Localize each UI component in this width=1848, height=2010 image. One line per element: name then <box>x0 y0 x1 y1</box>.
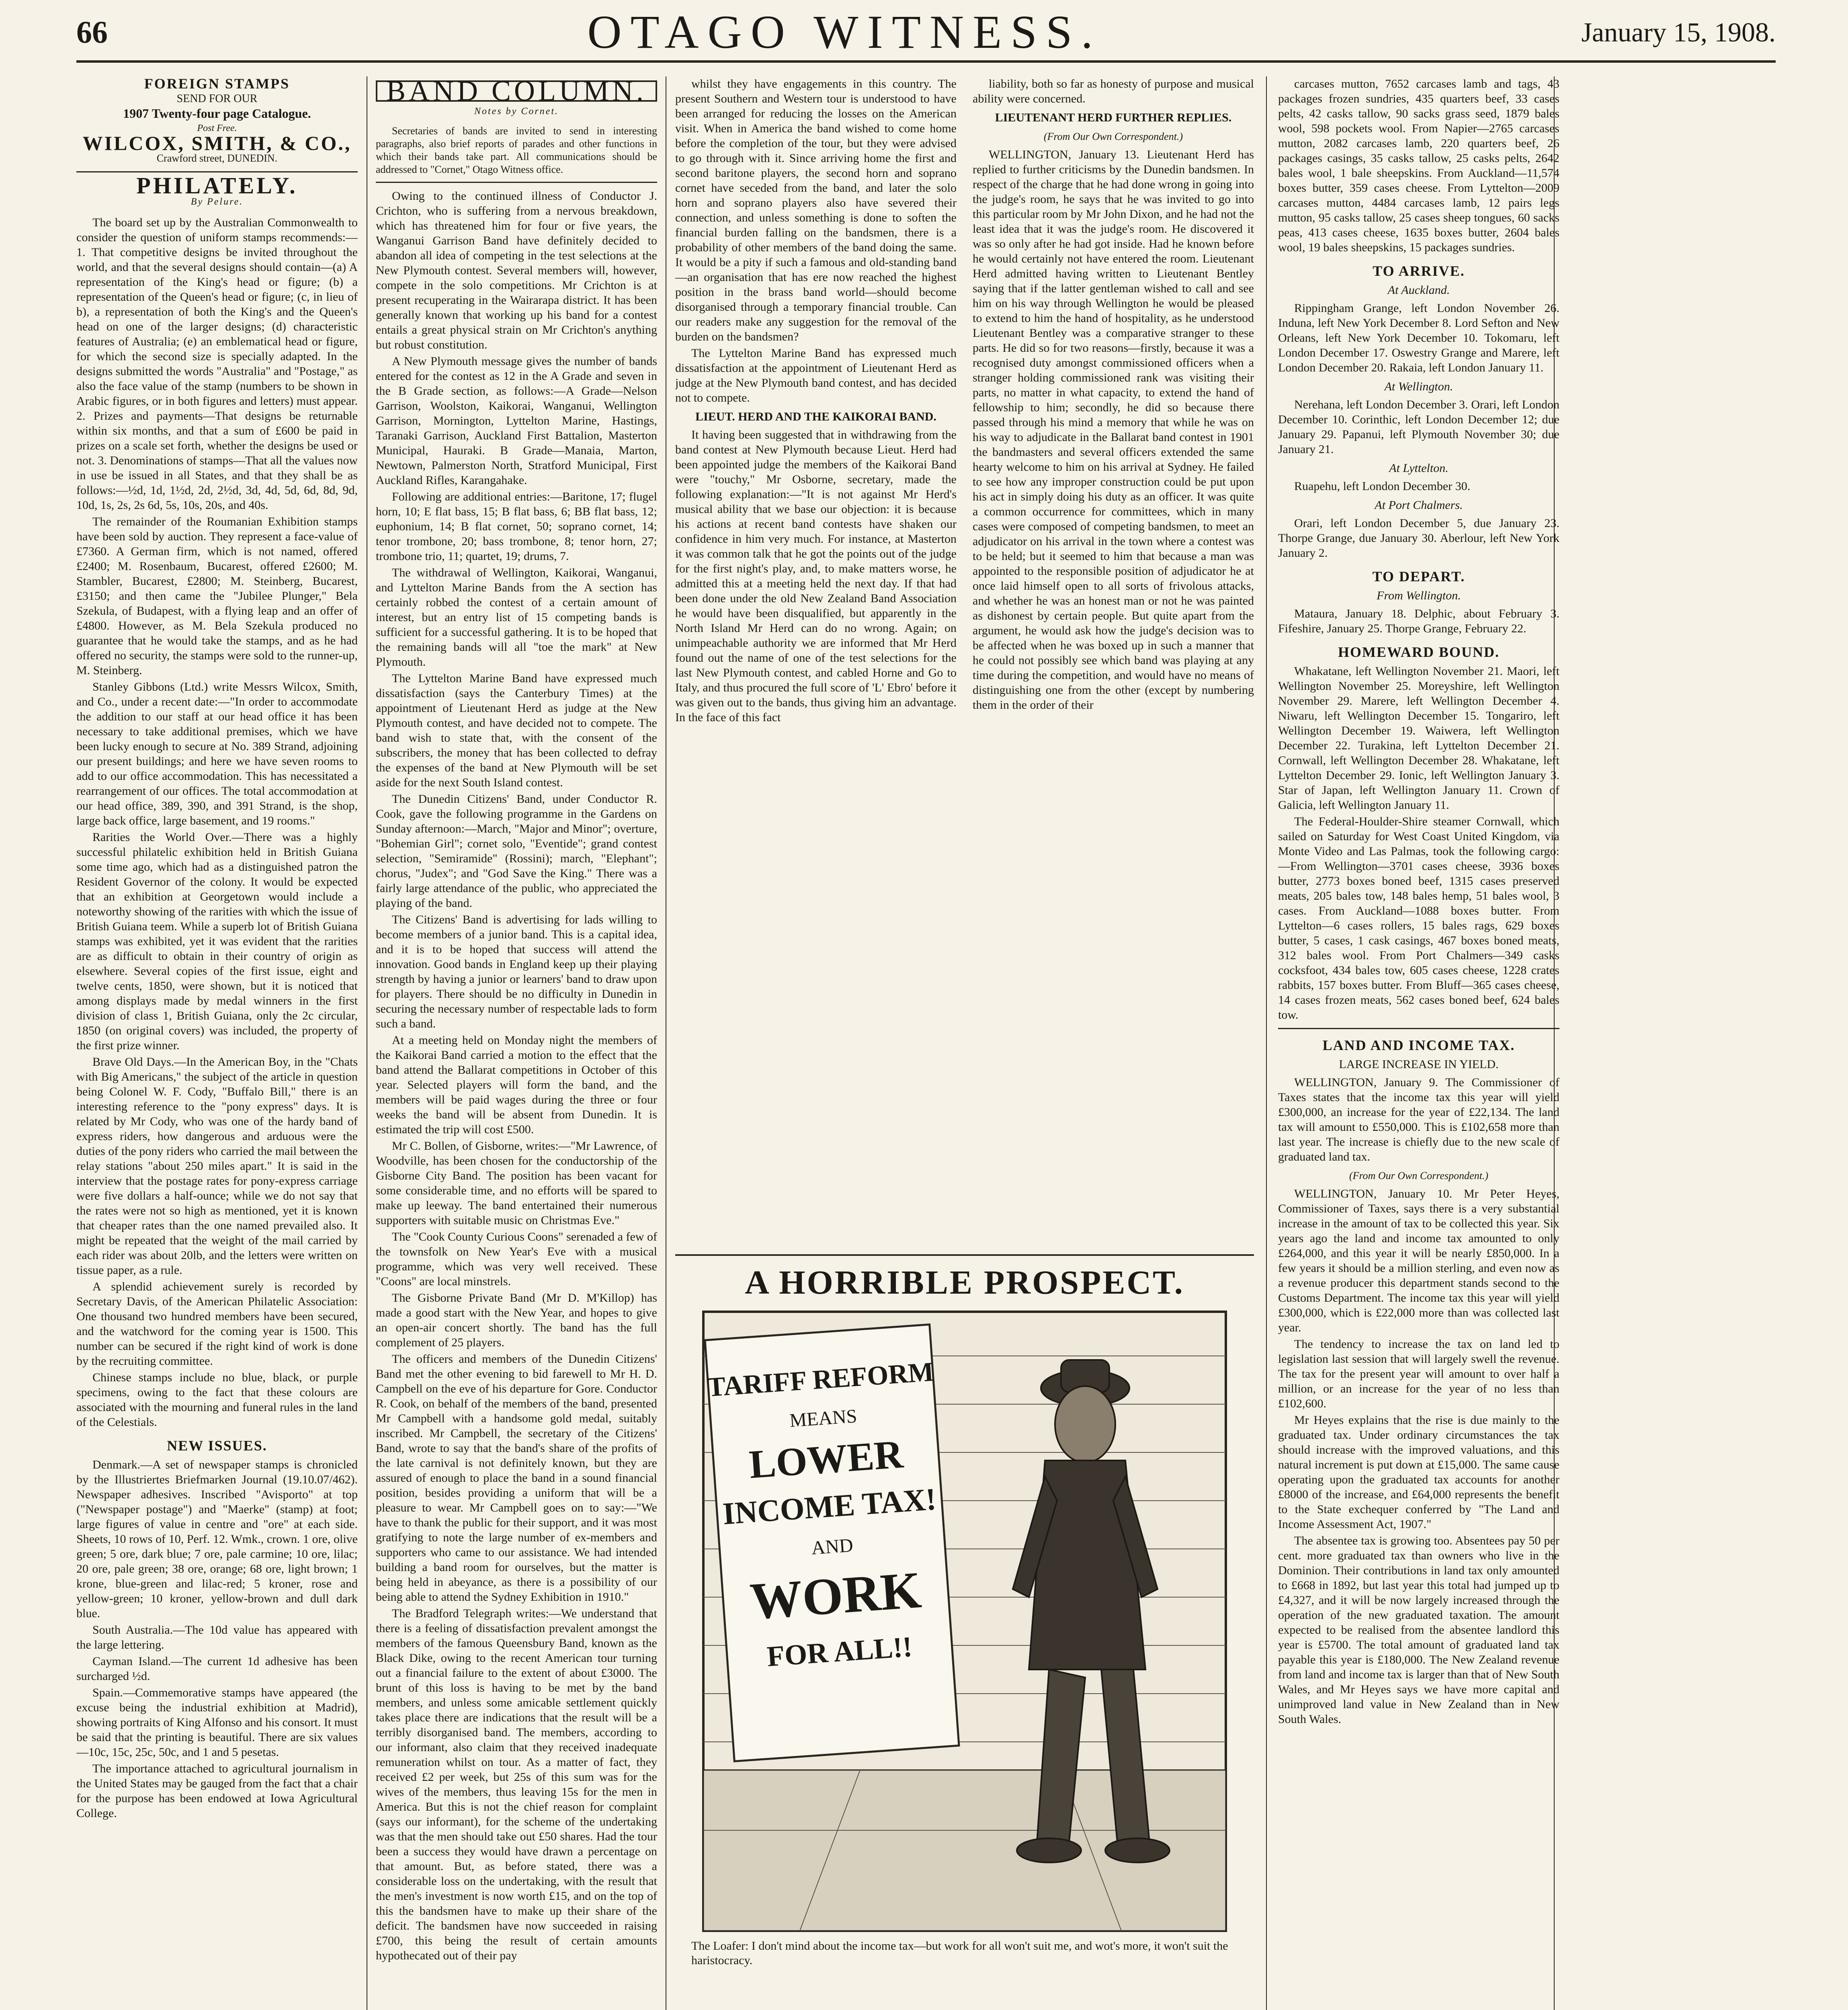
masthead <box>76 4 1776 63</box>
cartoon-caption: The Loafer: I don't mind about the income tax—but work for all won't suit me, and wot's more, it won't suit the haristocracy. <box>691 1939 1228 1967</box>
article-paragraph: The Lyttelton Marine Band has expressed much dissatisfaction at the appointment of Lieutenant Herd as judge at the New Plymouth band contest, and has decided not to compete. <box>675 347 957 404</box>
article-paragraph: carcases mutton, 7652 carcases lamb and tags, 43 packages frozen sundries, 435 quarters beef, 33 cases pelts, 42 casks tallow, 90 sacks grass seed, 1879 bales wool, 598 pockets wool. From Napier—2765 carcases mutton, 2082 carcases lamb, 220 quarters beef, 26 packages casings, 35 casks tallow, 25 casks pelts, 2642 bales wool, 1 bale sheepskins. From Auckland—11,574 boxes butter, 359 cases cheese. From Lyttelton—2009 carcases mutton, 4484 carcases lamb, 12 pairs legs mutton, 95 casks tallow, 25 cases sheep tongues, 60 sacks peas, 413 cases cheese, 1635 boxes butter, 2604 bales wool, 19 bales sheepskins, 15 packages sundries. <box>1278 77 1559 254</box>
article-paragraph: The officers and members of the Dunedin Citizens' Band met the other evening to bid farewell to Mr H. D. Campbell on the eve of his departure for Gore. Conductor R. Cook, on behalf of the members of the band, presented Mr Campbell with a handsome gold medal, suitably inscribed. Mr Campbell, the secretary of the Citizens' Band, wrote to say that the band's share of the profits of the late carnival is not definitely known, but they are assured of enough to place the band in a sound financial position, besides providing a uniform that will be a pleasure to wear. Mr Campbell goes on to say:—"We have to thank the public for their support, and it was most gratifying to note the large number of ex-members and supporters who came to our assistance. We had intended building a band room for ourselves, but the matter is being held in abeyance, as there is a possibility of our being able to attend the Sydney Exhibition in 1910." <box>376 1352 657 1604</box>
subheading: LIEUT. HERD AND THE KAIKORAI BAND. <box>695 410 936 423</box>
article-paragraph: WELLINGTON, January 10. Mr Peter Heyes, Commissioner of Taxes, says there is a very substantial increase in the amount of tax to be collected this year. Six years ago the land and income tax amounted to only £264,000, and this year it will be nearly £850,000. In a few years it should be a million sterling, and even now as a revenue producer this department stands second to the Customs Department. The income tax this year will yield £300,000, which is £22,000 more than was collected last year. <box>1278 1187 1559 1334</box>
cartoon <box>675 1254 1254 2010</box>
section-title: BAND COLUMN. <box>376 80 657 102</box>
poster-text: FOR ALL!! <box>766 1630 914 1673</box>
byline: Notes by Cornet. <box>474 106 559 117</box>
ad-line: SEND FOR OUR <box>176 92 258 105</box>
port-label: From Wellington. <box>1377 589 1461 602</box>
article-paragraph: Stanley Gibbons (Ltd.) write Messrs Wilcox, Smith, and Co., under a recent date:—"In order to accommodate the addition to our staff at our head office it has been necessary to take additional premises, which we have been lucky enough to secure at No. 389 Strand, adjoining our present buildings; and here we have seven rooms to add to our office accommodation. This has necessitated a rearrangement of our offices. The total accommodation at our head office, 389, 390, and 391 Strand, is the shop, large back office, large basement, and 19 rooms." <box>76 680 358 827</box>
ad-line: Post Free. <box>197 123 237 133</box>
article-paragraph: liability, both so far as honesty of purpose and musical ability were concerned. <box>973 77 1254 105</box>
port-label: At Port Chalmers. <box>1375 498 1463 512</box>
column-philately <box>76 76 358 2010</box>
article-paragraph: Following are additional entries:—Baritone, 17; flugel horn, 10; E flat bass, 15; B flat bass, 6; BB flat bass, 12; euphonium, 14; B flat cornet, 50; soprano cornet, 14; tenor trombone, 20; bass trombone, 8; tenor horn, 27; trombone trio, 11; quartet, 19; drums, 7. <box>376 490 657 563</box>
subheading: NEW ISSUES. <box>167 1438 267 1454</box>
article-paragraph: The Gisborne Private Band (Mr D. M'Killop) has made a good start with the New Year, and hopes to give an open-air concert shortly. The band has the full complement of 25 players. <box>376 1291 657 1349</box>
loafer-boot <box>1017 1838 1081 1862</box>
article-paragraph: Rippingham Grange, left London November 26. Induna, left New York December 8. Lord Sefton and New Orleans, left New York December 10. Tokomaru, left London December 17. Oswestry Grange and Marere, left London December 20. Rakaia, left London January 11. <box>1278 302 1559 374</box>
article-paragraph: Mr C. Bollen, of Gisborne, writes:—"Mr Lawrence, of Woodville, has been chosen for the conductorship of the Gisborne City Band. The position has been vacant for some considerable time, and no efforts will be spared to make up leeway. The band entertained their numerous supporters with suitable music on Christmas Eve." <box>376 1139 657 1227</box>
ad-heading: FOREIGN STAMPS <box>144 76 290 92</box>
loafer-boot <box>1105 1838 1170 1862</box>
poster-text: MEANS <box>789 1405 858 1432</box>
article-paragraph: South Australia.—The 10d value has appeared with the large lettering. <box>76 1623 358 1651</box>
article-paragraph: Nerehana, left London December 3. Orari, left London December 10. Corinthic, left London December 12; due January 29. Papanui, left Plymouth November 30; due January 21. <box>1278 398 1559 456</box>
article-paragraph: Mr Heyes explains that the rise is due mainly to the graduated tax. Under ordinary circumstances the tax should increase with the improved valuations, and this natural increment is put down at £15,000. The same cause operating upon the graduated tax accounts for another £8000 of the increase, and £64,000 represents the benefit to the State exchequer conferred by "The Land and Income Assessment Act, 1907." <box>1278 1413 1559 1531</box>
article-paragraph: Orari, left London December 5, due January 23. Thorpe Grange, due January 30. Aberlour, left New York January 2. <box>1278 517 1559 560</box>
article-paragraph: A New Plymouth message gives the number of bands entered for the contest as 12 in the A Grade and seven in the B Grade section, as follows:—A Grade—Nelson Garrison, Woolston, Kaikorai, Wanganui, Wellington Garrison, Mornington, Lyttelton Marine, Hastings, Taranaki Garrison, Auckland First Battalion, Masterton Municipal, Hauraki. B Grade—Manaia, Marton, Newtown, Palmerston North, Stratford Municipal, First Auckland Rifles, Karangahake. <box>376 355 657 487</box>
cartoon-illustration <box>699 1308 1230 1935</box>
article-paragraph: The remainder of the Roumanian Exhibition stamps have been sold by auction. They represent a face-value of £7360. A German firm, which is not named, offered £2400; M. Rosenbaum, Bucarest, offered £2600; M. Stambler, Bucarest, £2800; M. Steinberg, Bucarest, £3150; and then came the "Jubilee Plunger," Bela Szekula, of Budapest, with a flying leap and an offer of £4800. However, as M. Bela Szekula produced no guarantee that he would take the stamps, and as he had offered no security, the stamps were sold to the runner-up, M. Steinberg. <box>76 515 358 677</box>
poster-text: TARIFF REFORM <box>706 1356 935 1403</box>
article-paragraph: Brave Old Days.—In the American Boy, in the "Chats with Big Americans," the subject of the article in question being Colonel W. F. Cody, "Buffalo Bill," there is an interesting reference to the "pony express" days. It is related by Mr Cody, who was one of the hardy band of express riders, how dangerous and arduous were the duties of the pony riders who carried the mail between the relay stations "about 250 miles apart." It is said in the interview that the postage rates for pony-express carriage were five dollars a half-ounce; while we do not say that the rates were not so high as mentioned, yet it is known that cheaper rates than the one named prevailed also. It might be repeated that the weight of the mail carried by each rider was about 20lb, and the letters were written on tissue paper, as a rule. <box>76 1055 358 1277</box>
column-shipping-tax <box>1278 76 1559 2010</box>
poster-text: AND <box>810 1534 854 1559</box>
intro-paragraph: Secretaries of bands are invited to send in interesting paragraphs, also brief reports of parades and other functions in which their bands take part. All communications should be addressed to "Cornet," Otago Witness office. <box>376 125 657 175</box>
article-paragraph: The Lyttelton Marine Band have expressed much dissatisfaction (says the Canterbury Times) at the appointment of Lieutenant Herd as judge at the New Plymouth contest, and have decided not to compete. The band wish to state that, with the consent of the subscribers, the money that has been collected to defray the expenses of the band at New Plymouth will be set aside for the next South Island contest. <box>376 672 657 789</box>
subheading: TO ARRIVE. <box>1373 263 1465 279</box>
port-label: At Wellington. <box>1384 380 1453 393</box>
section-title: PHILATELY. <box>136 172 298 199</box>
article-paragraph: whilst they have engagements in this country. The present Southern and Western tour is understood to have been arranged for reducing the losses on the American visit. When in America the band wished to come home before the completion of the tour, but they were advised to go through with it. Since arriving home the first and second baritone players, the second horn and soprano cornet have seceded from the band, and later the solo horn and soprano players also have severed their connection, and unless something is done to soften the financial burden falling on the bandsmen, there is a probability of other members of the band doing the same. It would be a pity if such a famous and old-standing band—an organisation that has ere now reached the highest position in the brass band world—should become disorganised through a temporary financial trouble. Can our readers make any suggestion for the removal of the burden on the bandsmen? <box>675 77 957 343</box>
article-paragraph: Spain.—Commemorative stamps have appeared (the excuse being the industrial exhibition at Madrid), showing portraits of King Alfonso and his consort. It must be said that the printing is beautiful. There are six values—10c, 15c, 25c, 50c, and 1 and 5 pesetas. <box>76 1686 358 1759</box>
subheading: LIEUTENANT HERD FURTHER REPLIES. <box>995 111 1232 124</box>
article-paragraph: Ruapehu, left London December 30. <box>1294 480 1471 493</box>
article-paragraph: The importance attached to agricultural journalism in the United States may be gauged from the fact that a chair for the purpose has been endowed at Iowa Agricultural College. <box>76 1762 358 1820</box>
article-paragraph: Denmark.—A set of newspaper stamps is chronicled by the Illustriertes Briefmarken Journal (19.10.07/462). Newspaper adhesives. Inscribed "Avisporto" at top ("Newspaper postage") and "Maerke" (stamp) at foot; large figures of value in centre and "ore" at each side. Sheets, 10 rows of 10, Perf. 12. Wmk., crown. 1 ore, olive green; 5 ore, dark blue; 7 ore, pale carmine; 10 ore, lilac; 20 ore, pale green; 38 ore, orange; 68 ore, light brown; 1 krone, blue-green and lilac-red; 5 kroner, rose and yellow-green; 10 kroner, yellow-brown and dull dark blue. <box>76 1458 358 1620</box>
poster-text: LOWER <box>748 1432 905 1487</box>
poster-text: INCOME TAX! <box>721 1481 938 1531</box>
article-paragraph: Chinese stamps include no blue, black, or purple specimens, owing to the fact that these colours are associated with the mourning and funeral rules in the land of the Celestials. <box>76 1371 358 1429</box>
article-paragraph: It having been suggested that in withdrawing from the band contest at New Plymouth because Lieut. Herd had been appointed judge the members of the Kaikorai Band were "touchy," Mr Osborne, secretary, made the following explanation:—"It is not against Mr Herd's musical ability that we base our objection: it is because his actions at recent band contests have shaken our confidence in him very much. For instance, at Masterton it was common talk that he got the points out of the judge for the first night's play, and, to make matters worse, he admitted this at a meeting held the next day. If that had been done under the old New Zealand Band Association he would have been disqualified, but apparently in the North Island Mr Herd can do no wrong. Again; on unimpeachable authority we are informed that Mr Herd found out the name of one of the test selections for the last New Plymouth contest, and cabled Horne and Go to Italy, and thus procured the full score of 'L' Ebro' before it was given out to the bands, thus giving him an advantage. In the face of this fact <box>675 428 957 724</box>
newspaper-title: OTAGO WITNESS. <box>587 6 1102 58</box>
stamp-advertisement <box>76 76 358 166</box>
article-paragraph: The "Cook County Curious Coons" serenaded a few of the townsfolk on New Year's Eve with a musical programme, which was very well received. These "Coons" are local minstrels. <box>376 1230 657 1288</box>
column-divider <box>1266 76 1267 2010</box>
article-paragraph: The absentee tax is growing too. Absentees pay 50 per cent. more graduated tax than owners who live in the Dominion. Their contributions in land tax only amounted to £668 in 1892, but last year this total had jumped up to £4,327, and it will be now largely increased through the operation of the new graduated taxation. The amount expected to be realised from the absentee landlord this year is £5700. The total amount of graduated land tax payable this year is £180,000. The New Zealand revenue from land and income tax is larger than that of New South Wales, and Mr Heyes says we have more capital and unimproved land value in New Zealand than in New South Wales. <box>1278 1534 1559 1726</box>
ad-line: 1907 Twenty-four page Catalogue. <box>123 106 311 121</box>
article-paragraph: WELLINGTON, January 13. Lieutenant Herd has replied to further criticisms by the Dunedin bandsmen. In respect of the charge that he had done wrong in going into the judge's room, he says that he was invited to go into this particular room by Mr John Dixon, and he had not the least idea that it was the judge's room. He discovered it was so only after he had got inside. Had he known before he would certainly not have entered the room. Lieutenant Herd admitted having written to Lieutenant Bentley saying that if the latter gentleman wished to call and see him on his way through Wellington he would be pleased to extend to him the hand of hospitality, as he understood Lieutenant Bentley was a comparative stranger to these parts. He did so for two reasons—firstly, because it was a recognised duty amongst commissioned officers when a stranger holding commissioned rank was visiting their parts, no matter in what capacity, to extend the hand of fellowship to him; secondly, he did so because there passed through his mind a memory that while he was on his way to adjudicate in the Ballarat band contest in 1901 the bandmasters and several officers extended the same hearty welcome to him on his arrival at Sydney. He failed to see how any improper construction could be put upon his act in simply doing his duty as an officer. It was quite a common occurrence for committees, which in many cases were composed of competing bandsmen, to meet an adjudicator on his arrival in the town where a contest was to be held; but it seemed to him that because a man was appointed to the responsible position of adjudicator he at once laid himself open to all sorts of frivolous attacks, and whether he was an honest man or not he was painted as dishonest by certain people. But quite apart from the argument, he would ask how the judge's decision was to be affected when he was boxed up in such a manner that he could not possibly see which band was playing at any time during the competition, and would have no means of distinguishing one from the other (except by numbering them in the order of their <box>973 148 1254 712</box>
divider <box>376 182 657 183</box>
byline: By Pelure. <box>191 197 244 207</box>
article-paragraph: The board set up by the Australian Commonwealth to consider the question of uniform stamps recommends:—1. That competitive designs be invited throughout the world, and that the several designs should contain—(a) A representation of the King's head or figure; (b) a representation of the Queen's head or figure; (c, in lieu of b), a representation of both the King's and the Queen's head on one of the larger designs; (d) characteristic features of Australia; (e) an emblematical head or figure, for which the second size is specially adapted. In the designs submitted the words "Australia" and "Postage," as also the face value of the stamp (numbers to be shown in Arabic figures, or in both figures and letters) must appear. 2. Prizes and payments—That designs be returnable within six months, and that a sum of £600 be paid in prizes on a scale set forth, whether the designs be used or not. 3. Denominations of stamps—That all the values now in use be issued in all States, and that they shall be as follows:—½d, 1d, 1½d, 2d, 2½d, 3d, 4d, 5d, 6d, 8d, 9d, 10d, 1s, 2s, 2s 6d, 5s, 10s, 20s, and 40s. <box>76 216 358 512</box>
article-paragraph: The tendency to increase the tax on land led to legislation last session that will largely swell the revenue. The tax for the present year will amount to over half a million, or an increase for the year of no less than £102,600. <box>1278 1337 1559 1410</box>
port-label: At Auckland. <box>1387 283 1450 297</box>
issue-date: January 15, 1908. <box>1581 16 1776 47</box>
article-paragraph: The Federal-Houlder-Shire steamer Cornwall, which sailed on Saturday for West Coast United Kingdom, via Monte Video and Las Palmas, took the following cargo:—From Wellington—3701 cases cheese, 3936 boxes butter, 2773 boxes boned beef, 1315 cases preserved meats, 205 bales tow, 148 bales hemp, 51 bales wool, 3 cases. From Auckland—1088 boxes butter. From Lyttelton—6 cases rollers, 15 bales rags, 629 boxes butter, 5 cases, 1 cask casings, 467 boxes boned meats, 312 bales wool. From Port Chalmers—349 casks cocksfoot, 434 bales tow, 605 cases cheese, 1228 crates rabbits, 157 boxes butter. From Bluff—365 cases cheese, 14 cases frozen meats, 562 cases boned beef, 624 bales tow. <box>1278 815 1559 1021</box>
article-paragraph: Cayman Island.—The current 1d adhesive has been surcharged ½d. <box>76 1655 358 1683</box>
article-paragraph: The Dunedin Citizens' Band, under Conductor R. Cook, gave the following programme in the Gardens on Sunday afternoon:—March, "Major and Minor"; overture, "Bohemian Girl"; cornet solo, "Eventide"; grand contest selection, "Semiramide" (Rossini); march, "Elephant"; chorus, "Judex"; and "God Save the King." There was a fairly large attendance of the public, who appreciated the playing of the band. <box>376 792 657 910</box>
source-line: (From Our Own Correspondent.) <box>1349 1170 1489 1181</box>
poster-text: WORK <box>748 1561 923 1631</box>
subheading: TO DEPART. <box>1372 568 1465 585</box>
article-paragraph: The withdrawal of Wellington, Kaikorai, Wanganui, and Lyttelton Marine Bands from the A section has certainly robbed the contest of a certain amount of interest, but an entry list of 15 competing bands is sufficient for a successful gathering. It is to be hoped that the remaining bands will all "toe the mark" at New Plymouth. <box>376 566 657 669</box>
ad-address: Crawford street, DUNEDIN. <box>156 152 278 164</box>
article-paragraph: At a meeting held on Monday night the members of the Kaikorai Band carried a motion to the effect that the band attend the Ballarat competitions in October of this year. Selected players will form the band, and the members will be paid wages during the three or four weeks the band will be absent from Dunedin. It is estimated the trip will cost £500. <box>376 1034 657 1136</box>
cartoon-title: A HORRIBLE PROSPECT. <box>745 1264 1184 1301</box>
port-label: At Lyttelton. <box>1389 461 1448 475</box>
article-paragraph: Mataura, January 18. Delphic, about February 3. Fifeshire, January 25. Thorpe Grange, February 22. <box>1278 607 1559 635</box>
article-paragraph: WELLINGTON, January 9. The Commissioner of Taxes states that the income tax this year will yield £300,000, an increase for the year of £22,134. The land tax will amount to £550,000. This is £102,658 more than last year. The increase is chiefly due to the new scale of graduated land tax. <box>1278 1076 1559 1163</box>
page-number: 66 <box>76 14 108 49</box>
article-paragraph: The Citizens' Band is advertising for lads willing to become members of a junior band. This is a capital idea, and it is to be hoped that success will attend the innovation. Good bands in England keep up their playing strength by having a junior or learners' band to draw upon for players. There should be no difficulty in Dunedin in securing the necessary number of respectable lads to form such a band. <box>376 913 657 1030</box>
column-herd-articles <box>675 76 1254 1242</box>
subheading: LARGE INCREASE IN YIELD. <box>1339 1058 1499 1071</box>
divider <box>1278 1028 1559 1029</box>
subheading: HOMEWARD BOUND. <box>1338 644 1500 660</box>
article-paragraph: The Bradford Telegraph writes:—We understand that there is a feeling of dissatisfaction prevalent amongst the members of the famous Queensbury Band, known as the Black Dike, owing to the recent American tour turning out a financial failure to the extent of about £3000. The brunt of this loss is having to be met by the band members, and unless some amicable settlement quickly takes place there are indications that the result will be a terribly disorganised band. The members, according to our informant, also claim that they received inadequate remuneration whilst on tour. As a matter of fact, they received £2 per week, but 25s of this sum was for the wives of the members, thus leaving 15s for the men in America. But this is not the chief reason for complaint (says our informant), for the scheme of the undertaking was that the men should take out £50 shares. Had the tour been a success they would have drawn a percentage on that amount. But, as before stated, there was a considerable loss on the undertaking, with the result that the men's investment is now worth £15, and on the top of this the bandsmen have to make up their share of the deficit. The bandsmen have now succeeded in raising £700, this being the result of certain amounts hypothecated out of their pay <box>376 1607 657 1962</box>
article-paragraph: Owing to the continued illness of Conductor J. Crichton, who is suffering from a nervous breakdown, which has threatened him for four or five years, the Wanganui Garrison Band have definitely decided to abandon all idea of competing in the test selections at the New Plymouth contest. Several members will, however, compete in the solo competitions. Mr Crichton is at present recuperating in the Wairarapa district. It has been generally known that working up his band for a contest entails a great physical strain on Mr Crichton's anything but robust constitution. <box>376 189 657 351</box>
ad-firm: WILCOX, SMITH, & CO., <box>82 132 352 154</box>
source-line: (From Our Own Correspondent.) <box>1043 131 1183 142</box>
article-paragraph: Whakatane, left Wellington November 21. Maori, left Wellington November 25. Moreyshire, left Wellington November 29. Marere, left Wellington December 4. Niwaru, left Wellington December 15. Tongariro, left Wellington December 19. Waiwera, left Wellington December 22. Turakina, left Lyttelton December 21. Cornwall, left Wellington December 28. Whakatane, left Lyttelton December 29. Ionic, left Wellington January 3. Star of Japan, left Wellington January 11. Crown of Galicia, left Wellington January 11. <box>1278 665 1559 812</box>
article-paragraph: Rarities the World Over.—There was a highly successful philatelic exhibition held in British Guiana some time ago, which had as a distinguished patron the Resident Governor of the colony. It would be expected that an exhibition at Georgetown would include a noteworthy showing of the rarities with which the issue of British Guiana teem. While a superb lot of British Guiana stamps was exhibited, yet it was evident that the rarities are as difficult to obtain in their country of origin as elsewhere. Several copies of the first issue, eight and twelve cents, 1850, were shown, but it is noticed that among displays made by medal winners in the first division of class 1, British Guiana, only the 2c circular, 1850 (on original covers) was included, the property of the first prize winner. <box>76 831 358 1052</box>
column-band <box>376 76 657 2010</box>
section-title: LAND AND INCOME TAX. <box>1322 1037 1515 1053</box>
article-paragraph: A splendid achievement surely is recorded by Secretary Davis, of the American Philatelic Association: One thousand two hundred members have been secured, and the watchword for the coming year is 1500. This number can be secured if the right kind of work is done by the recruiting committee. <box>76 1280 358 1368</box>
loafer-head <box>1055 1386 1115 1462</box>
